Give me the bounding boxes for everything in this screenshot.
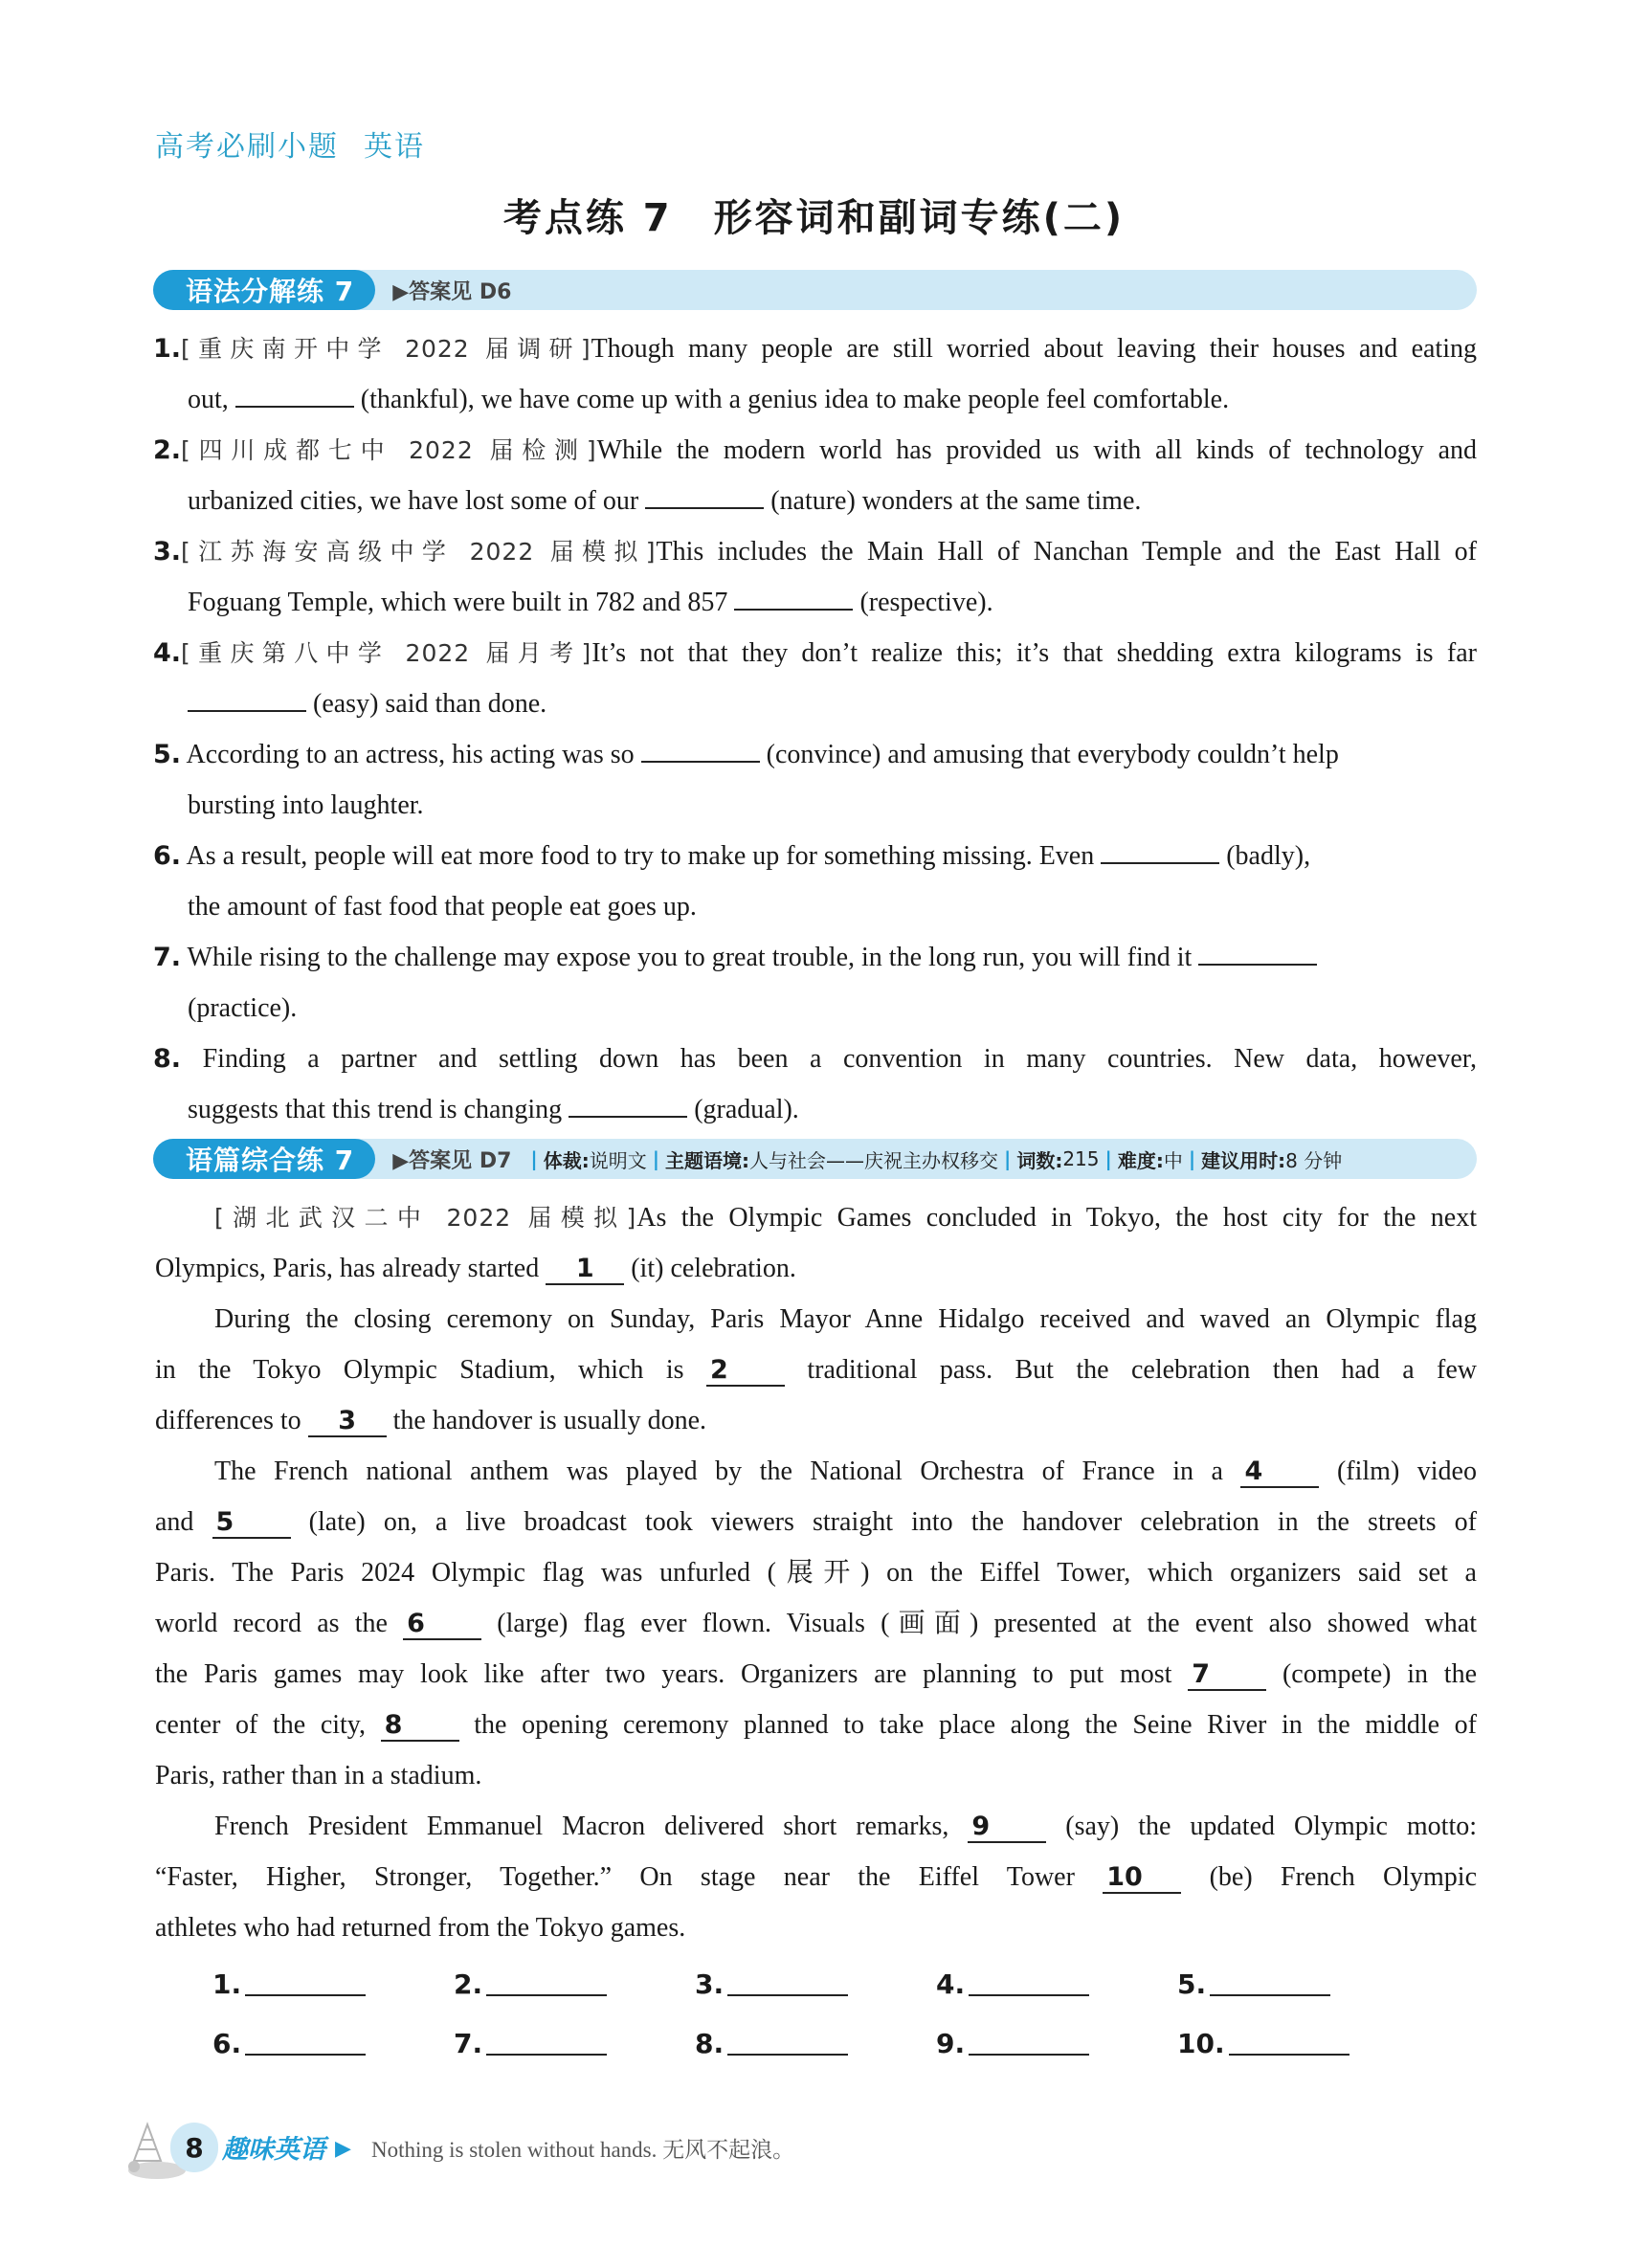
numbered-blank[interactable]: 5 — [212, 1508, 291, 1539]
answer-line[interactable] — [1229, 2031, 1349, 2056]
page-title: 考点练 7 形容词和副词专练(二) — [502, 196, 1126, 240]
numbered-blank[interactable]: 9 — [968, 1812, 1046, 1843]
answer-number: 3. — [695, 1968, 725, 2000]
answer-row — [212, 2013, 1418, 2073]
passage-line: Paris, rather than in a stadium. — [155, 1761, 482, 1790]
page-number: 8 — [170, 2123, 218, 2172]
numbered-blank[interactable]: 6 — [403, 1610, 481, 1640]
answer-number: 2. — [454, 1968, 483, 2000]
answer-line[interactable] — [969, 2031, 1089, 2056]
passage-line: Olympics, Paris, has already started 1 (it) celebration. — [155, 1254, 796, 1283]
question-line: 5. According to an actress, his acting was so (convince) and amusing that everybody couldn’t help — [153, 729, 1477, 780]
page-header — [155, 122, 425, 165]
question-line: 8. Finding a partner and settling down has been a convention in many countries. New data, however, — [153, 1044, 1478, 1074]
answer-line[interactable] — [727, 2031, 848, 2056]
question-line: 2.[四川成都七中 2022 届检测]While the modern world has provided us with all kinds of technology and — [153, 435, 1477, 465]
answer-line[interactable] — [245, 2031, 366, 2056]
answer-number: 4. — [936, 1968, 966, 2000]
answer-number: 10. — [1177, 2027, 1225, 2059]
passage-line: the Paris games may look like after two years. Organizers are planning to put most 7 (compete) in the — [155, 1659, 1478, 1689]
answer-number: 5. — [1177, 1968, 1207, 2000]
question-line: the amount of fast food that people eat goes up. — [188, 892, 697, 922]
passage-line: world record as the 6 (large) flag ever flown. Visuals (画面) presented at the event also showed what — [155, 1609, 1478, 1638]
answer-line[interactable] — [1210, 1971, 1330, 1996]
question-line: 1.[重庆南开中学 2022 届调研]Though many people are still worried about leaving their houses and eating — [153, 334, 1477, 364]
answer-line[interactable] — [486, 1971, 607, 1996]
question-line: (easy) said than done. — [153, 678, 1477, 729]
passage-line: center of the city, 8 the opening ceremony planned to take place along the Seine River in the middle of — [155, 1710, 1477, 1740]
numbered-blank[interactable]: 2 — [706, 1356, 785, 1387]
answer-number: 8. — [695, 2027, 725, 2059]
footer-proverb: Nothing is stolen without hands. 无风不起浪。 — [371, 2138, 795, 2162]
answer-number: 7. — [454, 2027, 483, 2059]
question-line: 7. While rising to the challenge may expose you to great trouble, in the long run, you will find it — [153, 932, 1477, 983]
passage-line: During the closing ceremony on Sunday, Paris Mayor Anne Hidalgo received and waved an Olympic flag — [214, 1304, 1477, 1334]
answer-line[interactable] — [486, 2031, 607, 2056]
answer-blank[interactable] — [645, 480, 764, 509]
answer-blank[interactable] — [1198, 937, 1317, 966]
section-bar-grammar — [153, 270, 1477, 310]
passage-line: in the Tokyo Olympic Stadium, which is 2 traditional pass. But the celebration then had a few — [155, 1355, 1478, 1385]
question-line: bursting into laughter. — [188, 790, 424, 820]
passage-line: Paris. The Paris 2024 Olympic flag was unfurled (展开) on the Eiffel Tower, which organizers said set a — [155, 1558, 1477, 1588]
answer-row — [212, 1954, 1418, 2013]
numbered-blank[interactable]: 4 — [1240, 1457, 1319, 1488]
passage-line: The French national anthem was played by the National Orchestra of France in a 4 (film) video — [214, 1456, 1477, 1486]
section-bar-reading — [153, 1139, 1477, 1179]
subject-label: 英语 — [364, 130, 425, 164]
numbered-blank[interactable]: 8 — [381, 1711, 459, 1742]
arrow-right-icon: ▶ — [335, 2136, 351, 2160]
answer-sheet — [212, 1954, 1418, 2073]
question-line: out, (thankful), we have come up with a genius idea to make people feel comfortable. — [153, 374, 1477, 425]
question-line: 3.[江苏海安高级中学 2022 届模拟]This includes the Main Hall of Nanchan Temple and the East Hall of — [153, 537, 1477, 567]
question-line: Foguang Temple, which were built in 782 and 857 (respective). — [153, 577, 1477, 628]
numbered-blank[interactable]: 10 — [1103, 1863, 1181, 1894]
answer-reference: ▶答案见 D7 — [392, 1148, 512, 1173]
question-line: urbanized cities, we have lost some of our (nature) wonders at the same time. — [153, 476, 1477, 526]
section-tag: 语篇综合练 7 — [153, 1139, 375, 1179]
passage-line: French President Emmanuel Macron delivered short remarks, 9 (say) the updated Olympic motto: — [214, 1812, 1477, 1841]
answer-line[interactable] — [245, 1971, 366, 1996]
question-line: 4.[重庆第八中学 2022 届月考]It’s not that they don’t realize this; it’s that shedding extra kilograms is far — [153, 638, 1477, 668]
section-tag: 语法分解练 7 — [153, 270, 375, 310]
answer-line[interactable] — [727, 1971, 848, 1996]
passage-line: and 5 (late) on, a live broadcast took viewers straight into the handover celebration in the streets of — [155, 1507, 1478, 1537]
answer-number: 1. — [212, 1968, 242, 2000]
passage-line: differences to 3 the handover is usually done. — [155, 1406, 707, 1435]
question-line: 6. As a result, people will eat more food to try to make up for something missing. Even (badly), — [153, 831, 1477, 881]
numbered-blank[interactable]: 1 — [546, 1255, 624, 1285]
question-line: (practice). — [188, 993, 298, 1023]
series-title: 高考必刷小题 — [155, 130, 339, 164]
answer-line[interactable] — [969, 1971, 1089, 1996]
answer-blank[interactable] — [1101, 835, 1219, 864]
answer-blank[interactable] — [734, 582, 853, 611]
answer-blank[interactable] — [188, 683, 306, 712]
passage-line: [湖北武汉二中 2022 届模拟]As the Olympic Games concluded in Tokyo, the host city for the next — [214, 1203, 1478, 1233]
grammar-questions — [153, 323, 1477, 1135]
answer-blank[interactable] — [235, 379, 354, 408]
question-line: suggests that this trend is changing (gradual). — [153, 1084, 1477, 1135]
passage-meta: | 体裁: 说明文 | 主题语境: 人与社会——庆祝主办权移交 | 词数: 215 | 难度: 中 | 建议用时: 8 分钟 — [530, 1147, 1343, 1172]
numbered-blank[interactable]: 7 — [1188, 1660, 1266, 1691]
numbered-blank[interactable]: 3 — [308, 1407, 387, 1437]
answer-blank[interactable] — [569, 1089, 687, 1118]
passage-line: athletes who had returned from the Tokyo games. — [155, 1913, 686, 1943]
answer-number: 6. — [212, 2027, 242, 2059]
answer-number: 9. — [936, 2027, 966, 2059]
footer-label: 趣味英语 — [222, 2135, 325, 2165]
passage-line: “Faster, Higher, Stronger, Together.” On stage near the Eiffel Tower 10 (be) French Olympic — [155, 1862, 1477, 1892]
answer-reference: ▶答案见 D6 — [392, 279, 512, 304]
passage — [155, 1192, 1477, 1953]
answer-blank[interactable] — [641, 734, 760, 763]
